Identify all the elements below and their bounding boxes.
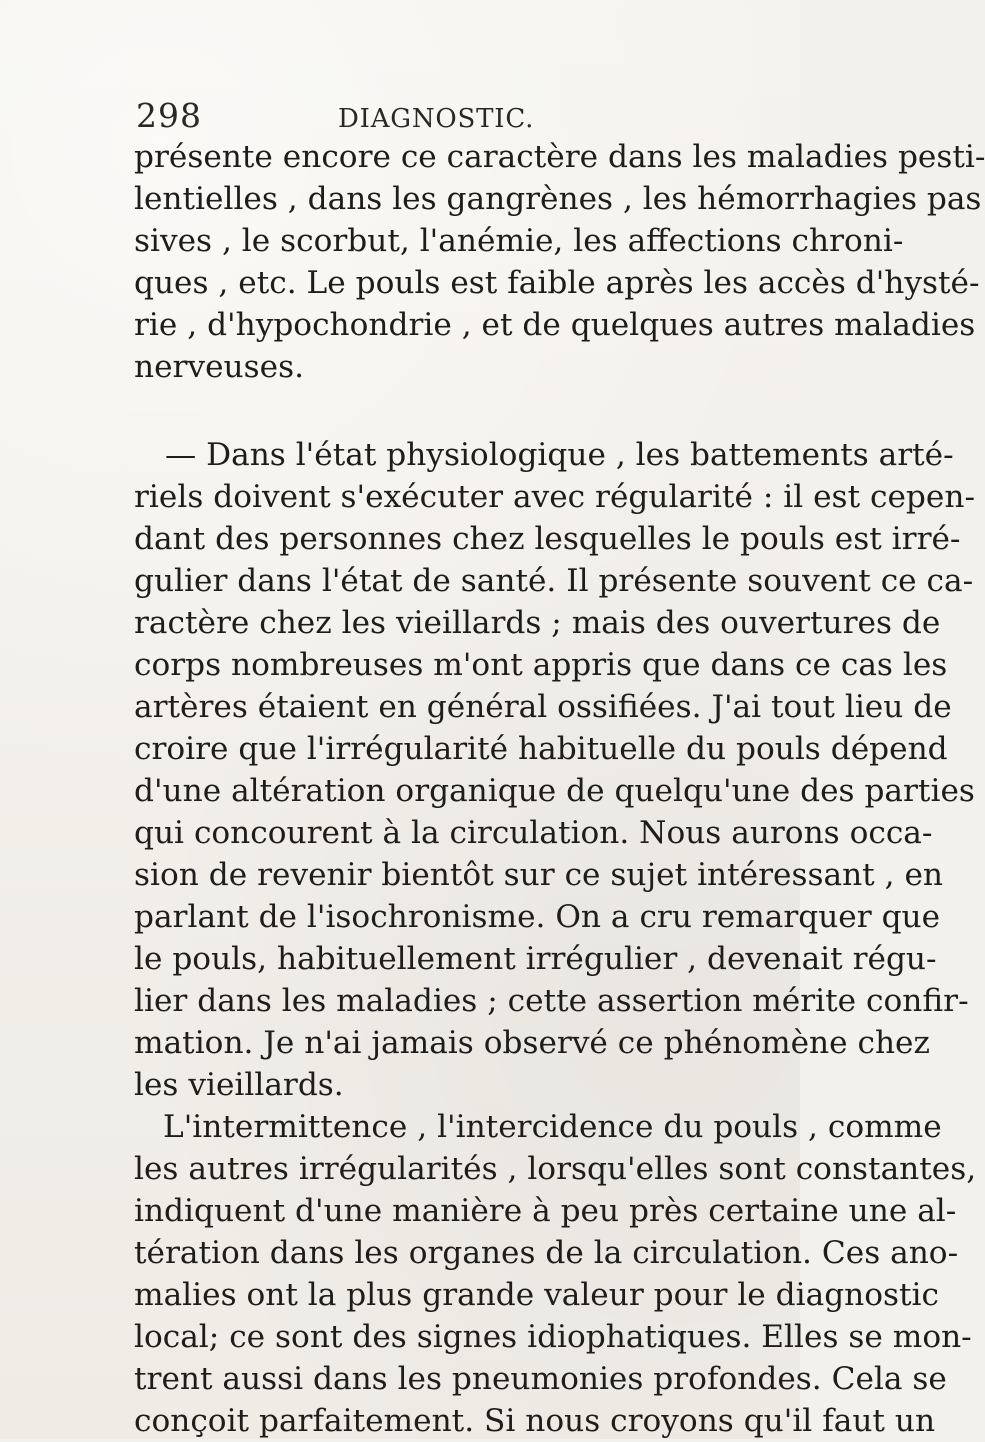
text-line: rie , d'hypochondrie , et de quelques autres maladies — [134, 307, 976, 343]
text-line: présente encore ce caractère dans les maladies pesti- — [134, 139, 985, 175]
page-number: 298 — [136, 96, 202, 135]
main-text — [134, 136, 985, 1442]
text-line: tération dans les organes de la circulation. Ces ano- — [134, 1235, 959, 1271]
page-header — [136, 96, 696, 136]
text-line: — Dans l'état physiologique , les battements arté- — [165, 437, 954, 473]
text-line: corps nombreuses m'ont appris que dans ce cas les — [134, 647, 948, 683]
text-line: ques , etc. Le pouls est faible après les accès d'hysté- — [134, 265, 980, 301]
text-line: les vieillards. — [134, 1067, 344, 1103]
text-line: ractère chez les vieillards ; mais des ouvertures de — [134, 605, 941, 641]
text-line: nerveuses. — [134, 349, 304, 385]
text-line: L'intermittence , l'intercidence du pouls , comme — [163, 1109, 942, 1145]
text-line: mation. Je n'ai jamais observé ce phénomène chez — [134, 1025, 930, 1061]
running-head-title: DIAGNOSTIC. — [338, 104, 535, 134]
text-line: sives , le scorbut, l'anémie, les affections chroni- — [134, 223, 904, 259]
text-line: les autres irrégularités , lorsqu'elles sont constantes, — [134, 1151, 977, 1187]
text-line: riels doivent s'exécuter avec régularité : il est cepen- — [134, 479, 975, 515]
text-line: malies ont la plus grande valeur pour le diagnostic — [134, 1277, 939, 1313]
text-line: indiquent d'une manière à peu près certaine une al- — [134, 1193, 957, 1229]
text-line: artères étaient en général ossifiées. J'ai tout lieu de — [134, 689, 952, 725]
paragraph-2 — [134, 434, 975, 1106]
text-line: lier dans les maladies ; cette assertion mérite confir- — [134, 983, 969, 1019]
text-line: d'une altération organique de quelqu'une des parties — [134, 773, 975, 809]
text-line: le pouls, habituellement irrégulier , devenait régu- — [134, 941, 937, 977]
text-line: croire que l'irrégularité habituelle du pouls dépend — [134, 731, 948, 767]
text-line: gulier dans l'état de santé. Il présente souvent ce ca- — [134, 563, 974, 599]
paragraph-1 — [134, 136, 985, 388]
text-line: lentielles , dans les gangrènes , les hémorrhagies pas — [134, 181, 982, 217]
paragraph-3 — [134, 1106, 977, 1442]
text-line: parlant de l'isochronisme. On a cru remarquer que — [134, 899, 941, 935]
text-line: trent aussi dans les pneumonies profondes. Cela se — [134, 1361, 947, 1397]
text-line: sion de revenir bientôt sur ce sujet intéressant , en — [134, 857, 943, 893]
text-line: qui concourent à la circulation. Nous aurons occa- — [134, 815, 933, 851]
text-line: dant des personnes chez lesquelles le pouls est irré- — [134, 521, 961, 557]
text-line: local; ce sont des signes idiophatiques. Elles se mon- — [134, 1319, 972, 1355]
text-line: conçoit parfaitement. Si nous croyons qu'il faut un — [134, 1403, 936, 1439]
